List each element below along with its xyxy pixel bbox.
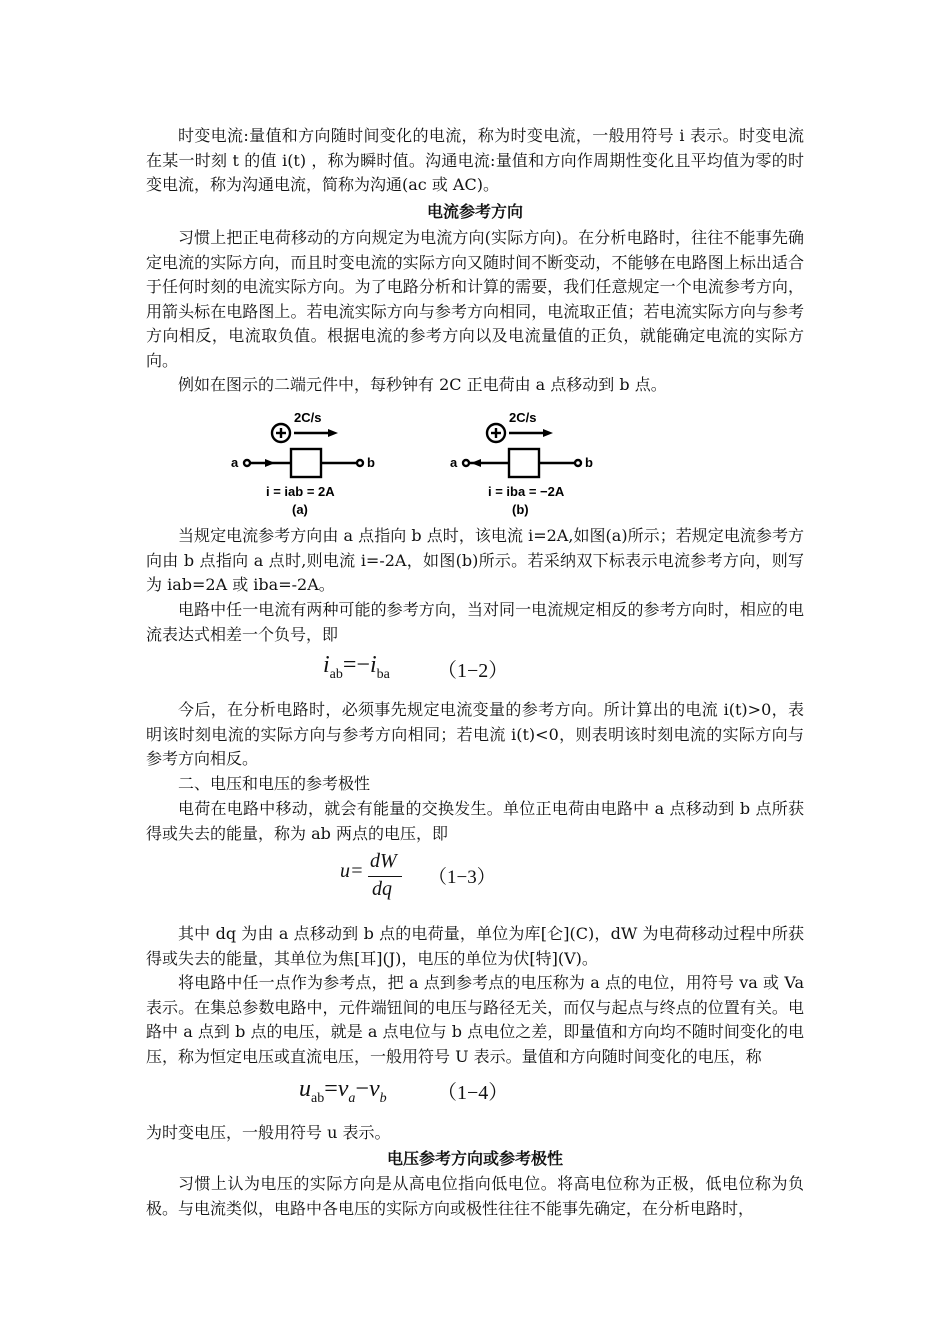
- equation-1-4: [299, 1076, 387, 1107]
- equation-1-2: [323, 652, 390, 683]
- eq2-sub-ab: ab: [329, 666, 343, 682]
- paragraph-opposite-directions: 电路中任一电流有两种可能的参考方向，当对同一电流规定相反的参考方向时，相应的电流表达式相差一个负号，即: [146, 600, 804, 644]
- eq2-i-left: i: [323, 652, 330, 678]
- figure-b-label: (b): [512, 502, 529, 517]
- heading-voltage-reference-polarity: 电压参考方向或参考极性: [386, 1149, 563, 1168]
- paragraph-example: 例如在图示的二端元件中，每秒钟有 2C 正电荷由 a 点移动到 b 点。: [178, 375, 667, 394]
- eq3-denominator: dq: [372, 878, 392, 900]
- paragraph-reference-direction-explained: 当规定电流参考方向由 a 点指向 b 点时，该电流 i=2A,如图(a)所示；若规定电流参考方向由 b 点指向 a 点时,则电流 i=-2A，如图(b)所示。若采纳双下标表示电流参考方向，则写为 iab=2A 或 iba=-2A。: [146, 526, 804, 594]
- eq2-sub-ba: ba: [376, 666, 390, 682]
- equation-number-1-4: （1−4）: [437, 1082, 509, 1104]
- paragraph-time-varying-current: 时变电流:量值和方向随时间变化的电流，称为时变电流，一般用符号 i 表示。时变电流在某一时刻 t 的值 i(t) ，称为瞬时值。沟通电流:量值和方向作周期性变化且平均值为零的时变电流，称为沟通电流，简称为沟通(ac 或 AC)。: [146, 126, 804, 194]
- paragraph-units: 其中 dq 为由 a 点移动到 b 点的电荷量，单位为库[仑](C)，dW 为电荷移动过程中所获得或失去的能量，其单位为焦[耳](J)，电压的单位为伏[特](V)。: [146, 924, 804, 968]
- figure-a-equation: i = iab = 2A: [266, 484, 335, 499]
- eq3-fraction-bar: [368, 876, 402, 877]
- heading-current-reference-direction: 电流参考方向: [426, 202, 523, 221]
- eq4-vb: v: [368, 1076, 380, 1102]
- figure-b-node-b: b: [585, 455, 593, 470]
- eq2-i-right: i: [369, 652, 377, 678]
- figure-a-node-b: b: [367, 455, 375, 470]
- eq3-numerator: dW: [370, 850, 397, 872]
- paragraph-current-direction: 习惯上把正电荷移动的方向规定为电流方向(实际方向)。在分析电路时，往往不能事先确定电流的实际方向，而且时变电流的实际方向又随时间不断变动，不能够在电路图上标出适合于任何时刻的电流实际方向。为了电路分析和计算的需要，我们任意规定一个电流参考方向，用箭头标在电路图上。若电流实际方向与参考方向相同，电流取正值；若电流实际方向与参考方向相反，电流取负值。根据电流的参考方向以及电流量值的正负，就能确定电流的实际方向。: [146, 228, 804, 370]
- figure-a-label: (a): [292, 502, 308, 517]
- equation-number-1-2: （1−2）: [437, 660, 509, 682]
- paragraph-voltage-polarity: 习惯上认为电压的实际方向是从高电位指向低电位。将高电位称为正极，低电位称为负极。与电流类似，电路中各电压的实际方向或极性往往不能事先确定，在分析电路时，: [146, 1174, 804, 1218]
- eq4-sub-a: a: [348, 1090, 356, 1106]
- eq3-u-equals: u=: [340, 860, 364, 882]
- paragraph-voltage-definition: 电荷在电路中移动，就会有能量的交换发生。单位正电荷由电路中 a 点移动到 b 点所获得或失去的能量，称为 ab 两点的电压，即: [146, 799, 804, 843]
- eq4-va: v: [337, 1076, 349, 1102]
- figure-b-rate: 2C/s: [509, 410, 537, 425]
- figure-b-node-a: a: [450, 455, 458, 470]
- eq4-u: u: [299, 1076, 311, 1102]
- eq4-equals: =: [324, 1076, 338, 1102]
- paragraph-potential: 将电路中任一点作为参考点，把 a 点到参考点的电压称为 a 点的电位，用符号 va 或 Va 表示。在集总参数电路中，元件端钮间的电压与路径无关，而仅与起点与终点的位置有关。电路中 a 点到 b 点的电压，就是 a 点电位与 b 点电位之差，即量值和方向均不随时间变化的电压，称为恒定电压或直流电压，一般用符号 U 表示。量值和方向随时间变化的电压，称: [146, 973, 804, 1066]
- section-voltage-title: 二、电压和电压的参考极性: [178, 774, 371, 793]
- figure-a-two-terminal-element: [226, 408, 396, 520]
- figure-b-equation: i = iba = −2A: [488, 484, 565, 499]
- figure-a-rate: 2C/s: [294, 410, 322, 425]
- eq4-minus: −: [355, 1076, 369, 1102]
- figure-a-node-a: a: [231, 455, 239, 470]
- paragraph-time-varying-voltage: 为时变电压，一般用符号 u 表示。: [146, 1123, 391, 1142]
- eq2-equals-minus: =−: [342, 652, 370, 678]
- eq4-sub-ab: ab: [311, 1090, 325, 1106]
- paragraph-analysis-note: 今后，在分析电路时，必须事先规定电流变量的参考方向。所计算出的电流 i(t)>0，表明该时刻电流的实际方向与参考方向相同；若电流 i(t)<0，则表明该时刻电流的实际方向与参考方向相反。: [146, 700, 804, 768]
- eq4-sub-b: b: [379, 1090, 387, 1106]
- equation-number-1-3: （1−3）: [428, 867, 496, 888]
- equation-1-3: [340, 850, 410, 906]
- figure-b-two-terminal-element: [446, 408, 616, 520]
